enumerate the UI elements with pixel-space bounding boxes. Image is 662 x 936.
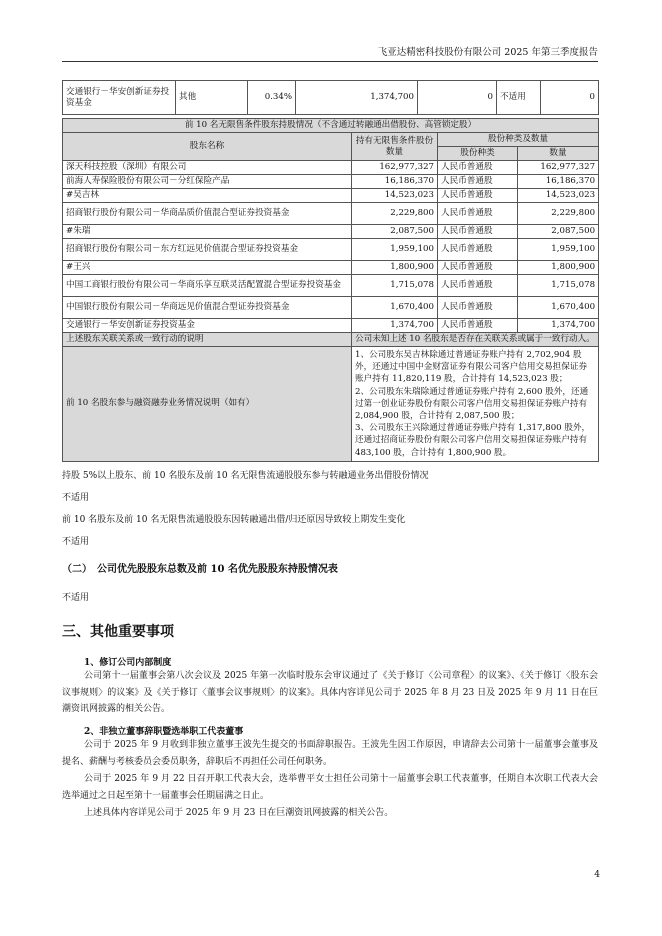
paragraph-1: 公司第十一届董事会第八次会议及 2025 年第一次临时股东会审议通过了《关于修订〈公司章程〉的议案》、《关于修订〈股东会议事规则〉的议案》及《关于修订〈董事会议事规则〉的议案》。具体内容详见公司于 2025 年 8 月 23 日及 2025 年 9 月 11 日在巨潮资讯网披露的相关公告。 [62, 671, 598, 714]
unrestricted-holders-table [62, 118, 599, 462]
note-lending: 持股 5%以上股东、前 10 名股东及前 10 名无限售流通股股东参与转融通业务出借股份情况 [62, 471, 429, 481]
section3-title: 三、其他重要事项 [62, 624, 174, 640]
table-section-title: 前 10 名无限售条件股东持股情况（不含通过转融通出借股份、高管锁定股） [63, 119, 599, 133]
related-row: 上述股东关联关系或一致行动的说明 公司未知上述 10 名股东是否存在关联关系或属于一致行动人。 [63, 333, 599, 347]
subsection-2-title: 2、非独立董事辞职暨选举职工代表董事 [84, 727, 244, 737]
table-row: 深天科技控股（深圳）有限公司 162,977,327 人民币普通股 162,977,327 [63, 161, 599, 175]
table-row: 中国银行股份有限公司－华商远见价值混合型证券投资基金 1,670,400 人民币普通股 1,670,400 [63, 297, 599, 319]
paragraph-4: 上述具体内容详见公司于 2025 年 9 月 23 日在巨潮资讯网披露的相关公告。 [84, 808, 394, 818]
table-row: 中国工商银行股份有限公司－华商乐享互联灵活配置混合型证券投资基金 1,715,078 人民币普通股 1,715,078 [63, 275, 599, 297]
subsection-1-title: 1、修订公司内部制度 [84, 658, 172, 668]
top-holder-row-table [62, 80, 599, 115]
page-header: 飞亚达精密科技股份有限公司 2025 年第三季度报告 [62, 44, 598, 62]
table-row: #王兴 1,800,900 人民币普通股 1,800,900 [63, 261, 599, 275]
table-row: #吴吉林 14,523,023 人民币普通股 14,523,023 [63, 189, 599, 203]
page-number: 4 [594, 870, 600, 880]
table-row: 招商银行股份有限公司－东方红远见价值混合型证券投资基金 1,959,100 人民币普通股 1,959,100 [63, 239, 599, 261]
table-row: 交通银行－华安创新证券投资基金 1,374,700 人民币普通股 1,374,700 [63, 319, 599, 333]
note-change: 前 10 名股东及前 10 名无限售流通股股东因转融通出借/归还原因导致较上期发生变化 [62, 515, 406, 525]
table-row: #朱瑞 2,087,500 人民币普通股 2,087,500 [63, 225, 599, 239]
table-header: 股东名称 持有无限售条件股份数量 股份种类及数量 [63, 133, 599, 147]
paragraph-2: 公司于 2025 年 9 月收到非独立董事王波先生提交的书面辞职报告。王波先生因工作原因，申请辞去公司第十一届董事会董事及提名、薪酬与考核委员会委员职务，辞职后不再担任公司任何职务。 [62, 740, 598, 767]
margin-text: 1、公司股东吴吉林除通过普通证券账户持有 2,702,904 股外，还通过中国中金财富证券有限公司客户信用交易担保证券账户持有 11,820,119 股，合计持有 14,523,023 股； 2、公司股东朱瑞除通过普通证券账户持有 2,600 股外，还通过第一创业证券股份有限公司客户信用交易担保证券账户持有 2,084,900 股，合计持有 2,087,500 股； 3、公司股东王兴除通过普通证券账户持有 1,317,800 股外，还通过招商证券股份有限公司客户信用交易担保证券账户持有 483,100 股，合计持有 1,800,900 股。 [352, 347, 599, 462]
margin-row: 前 10 名股东参与融资融券业务情况说明（如有） 1、公司股东吴吉林除通过普通证券账户持有 2,702,904 股外，还通过中国中金财富证券有限公司客户信用交易担保证券账户持有 11,820,119 股，合计持有 14,523,023 股； 2、公司股东朱瑞除通过普通证券账户持有 2,600 股外，还通过第一创业证券股份有限公司客户信用交易担保证券账户持有 2,084,900 股，合计持有 2,087,500 股； 3、公司股东王兴除通过普通证券账户持有 1,317,800 股外，还通过招商证券股份有限公司客户信用交易担保证券账户持有 483,100 股，合计持有 1,800,900 股。 [63, 347, 599, 462]
preferred-section-title: （二） 公司优先股股东总数及前 10 名优先股股东持股情况表 [62, 564, 338, 575]
paragraph-3: 公司于 2025 年 9 月 22 日召开职工代表大会，选举曹平女士担任公司第十一届董事会职工代表董事，任期自本次职工代表大会选举通过之日起至第十一届董事会任期届满之日止。 [62, 774, 598, 801]
table-row: 交通银行－华安创新证券投资基金 其他 0.34% 1,374,700 0 不适用 0 [63, 81, 599, 115]
table-subheader: 股份种类 数量 [63, 147, 599, 161]
note-lending-na: 不适用 [62, 493, 90, 503]
table-row: 前海人寿保险股份有限公司－分红保险产品 16,186,370 人民币普通股 16,186,370 [63, 175, 599, 189]
note-change-na: 不适用 [62, 537, 90, 547]
table-row: 招商银行股份有限公司－华商品质价值混合型证券投资基金 2,229,800 人民币普通股 2,229,800 [63, 203, 599, 225]
preferred-na: 不适用 [62, 593, 90, 603]
